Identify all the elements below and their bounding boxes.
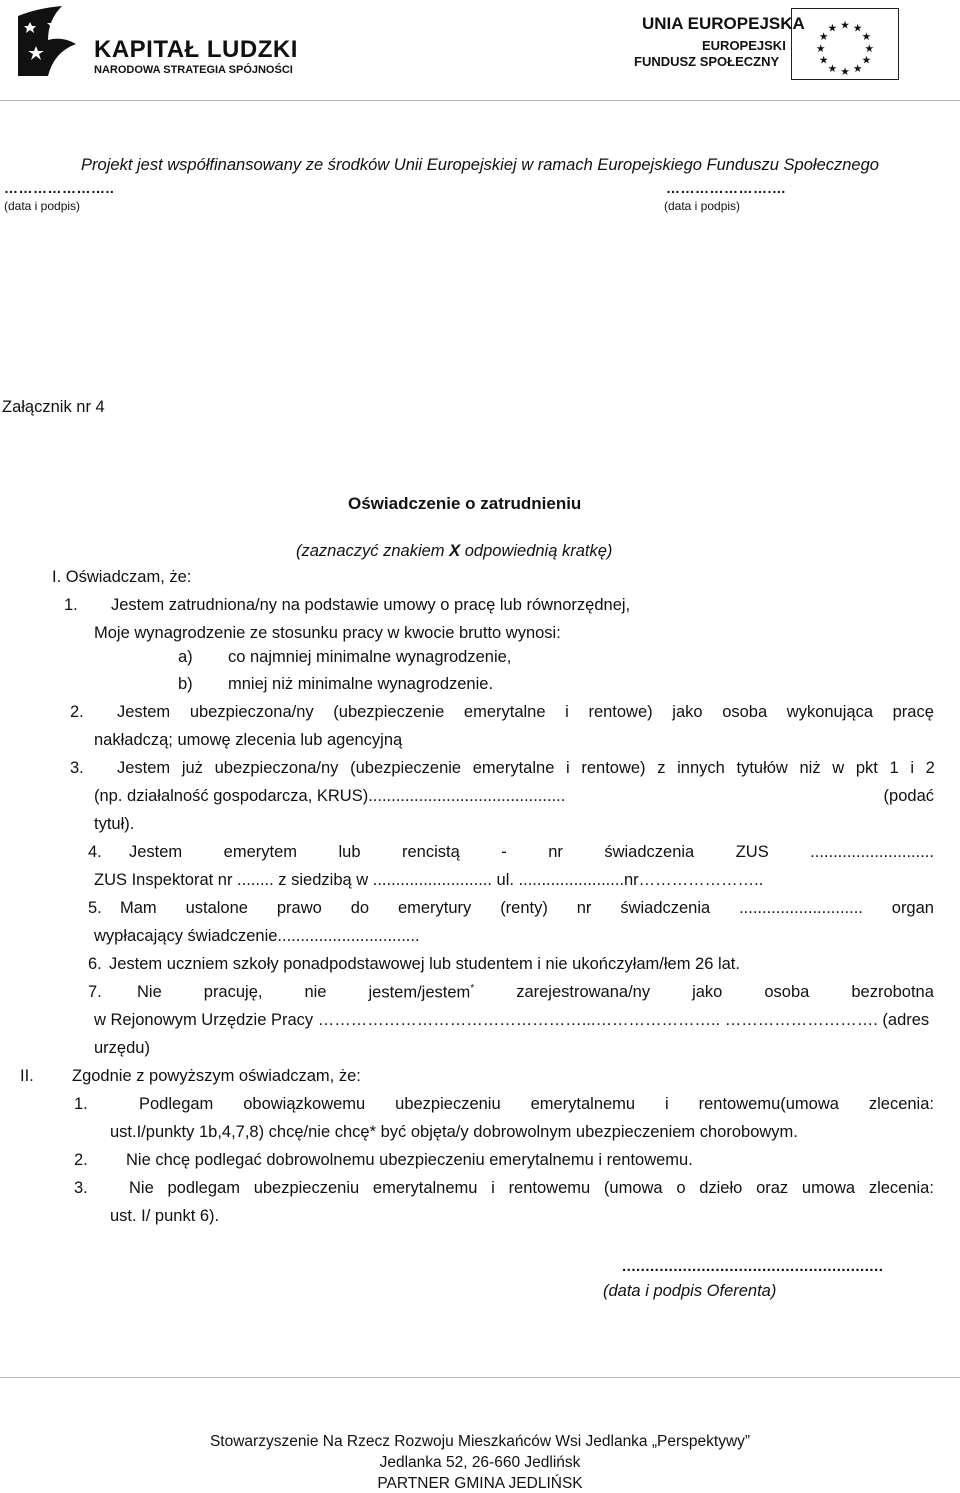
item-6-number: 6. — [88, 955, 102, 973]
item-2-word: (ubezpieczenie — [333, 703, 445, 721]
svg-text:★: ★ — [840, 65, 850, 79]
item-2-word: Jestem — [117, 703, 171, 721]
s2-item-3-word: i — [491, 1179, 495, 1197]
kapital-ludzki-subtitle: NARODOWA STRATEGIA SPÓJNOŚCI — [94, 64, 293, 76]
s2-item-1-line2: ust.I/punkty 1b,4,7,8) chcę/nie chcę* być objęta/y dobrowolnym ubezpieczeniem chorobowym. — [110, 1123, 798, 1141]
kapital-ludzki-name: KAPITAŁ LUDZKI — [94, 36, 298, 63]
item-2-word: wykonująca — [786, 703, 873, 721]
item-7-word: osoba — [764, 983, 810, 1001]
item-7-word: Nie — [137, 983, 162, 1001]
s2-item-1-word: Podlegam — [139, 1095, 214, 1113]
item-5-word: ........................... — [739, 899, 863, 917]
item-1-line2: Moje wynagrodzenie ze stosunku pracy w kwocie brutto wynosi: — [94, 624, 561, 642]
footer-organization: Stowarzyszenie Na Rzecz Rozwoju Mieszkańców Wsi Jedlanka „Perspektywy” — [209, 1433, 751, 1450]
svg-text:★: ★ — [861, 30, 872, 44]
footer-divider — [0, 1377, 960, 1378]
section-2-number: II. — [20, 1067, 34, 1085]
item-3-word: ubezpieczona/ny — [214, 759, 339, 777]
item-1-a-label: a) — [178, 648, 193, 666]
section-1-heading: I. Oświadczam, że: — [52, 568, 192, 586]
annex-number: Załącznik nr 4 — [2, 398, 105, 416]
s2-item-3-word: umowa — [801, 1179, 856, 1197]
item-3-line2-word: (np. działalność gospodarcza, KRUS)........................................... — [94, 787, 566, 805]
item-2-word: osoba — [722, 703, 768, 721]
item-3-line1 — [117, 759, 935, 778]
item-5-word: świadczenia — [620, 899, 711, 917]
item-1-b-text: mniej niż minimalne wynagrodzenie. — [228, 675, 494, 693]
footnote-asterisk: * — [470, 983, 475, 994]
svg-text:★: ★ — [818, 53, 829, 67]
svg-text:★: ★ — [827, 62, 838, 76]
item-5-number: 5. — [88, 899, 102, 917]
item-3-word: tytułów — [736, 759, 788, 777]
item-3-word: 1 — [889, 759, 899, 777]
item-4-word: emerytem — [223, 843, 298, 861]
item-5-word: Mam — [120, 899, 157, 917]
item-3-word: emerytalne — [472, 759, 555, 777]
item-3-word: i — [910, 759, 915, 777]
eu-logo-line2: EUROPEJSKI — [702, 38, 786, 53]
signature-oferent-label: (data i podpis Oferenta) — [603, 1282, 777, 1300]
item-2-word: rentowe) — [588, 703, 653, 721]
s2-item-3-word: (umowa — [603, 1179, 663, 1197]
s2-item-2-number: 2. — [74, 1151, 88, 1169]
kapital-ludzki-emblem-icon — [18, 6, 84, 78]
svg-text:★: ★ — [840, 18, 850, 32]
signature-right-dots: ………………….… — [666, 180, 787, 196]
item-4-word: lub — [338, 843, 361, 861]
item-6-line1: Jestem uczniem szkoły ponadpodstawowej lub studentem i nie ukończyłam/łem 26 lat. — [109, 955, 740, 973]
item-3-word: już — [181, 759, 203, 777]
eu-logo-line1: UNIA EUROPEJSKA — [642, 14, 805, 33]
item-3-line2-word: (podać — [883, 787, 934, 805]
footer-partner: PARTNER GMINA JEDLIŃSK — [377, 1475, 583, 1492]
item-3-line3: tytuł). — [94, 815, 135, 833]
s2-item-3-word: o — [676, 1179, 686, 1197]
svg-text:★: ★ — [852, 21, 863, 35]
item-5-line1 — [120, 899, 934, 918]
item-3-word: w — [832, 759, 845, 777]
item-3-word: innych — [677, 759, 725, 777]
s2-item-3-number: 3. — [74, 1179, 88, 1197]
s2-item-3-word: ubezpieczeniu — [253, 1179, 360, 1197]
item-3-word: i — [566, 759, 570, 777]
header-divider — [0, 100, 960, 101]
item-7-line2: w Rejonowym Urzędzie Pracy …………………………………………...………………….. ………………………. (adres — [94, 1011, 930, 1029]
s2-item-3-word: podlegam — [167, 1179, 240, 1197]
s2-item-1-word: obowiązkowemu — [243, 1095, 366, 1113]
svg-text:★: ★ — [827, 21, 838, 35]
svg-text:★: ★ — [861, 53, 872, 67]
item-2-word: pracę — [892, 703, 934, 721]
item-4-word: ........................... — [810, 843, 934, 861]
s2-item-1-word: i — [665, 1095, 669, 1113]
item-3-line2 — [94, 787, 934, 806]
s2-item-1-line1 — [139, 1095, 934, 1114]
item-4-word: ZUS — [735, 843, 769, 861]
item-2-word: ubezpieczona/ny — [189, 703, 314, 721]
eu-esf-logo — [628, 8, 908, 82]
s2-item-3-word: zlecenia: — [868, 1179, 934, 1197]
item-5-word: organ — [891, 899, 934, 917]
s2-item-1-number: 1. — [74, 1095, 88, 1113]
s2-item-1-word: emerytalnemu — [530, 1095, 636, 1113]
item-4-line1 — [129, 843, 934, 862]
item-7-line3: urzędu) — [94, 1039, 150, 1057]
svg-text:★: ★ — [818, 30, 829, 44]
item-7-word: pracuję, — [203, 983, 263, 1001]
item-3-word: rentowe) — [581, 759, 646, 777]
item-5-word: nr — [576, 899, 592, 917]
svg-text:★: ★ — [864, 41, 875, 55]
item-2-line1 — [117, 703, 934, 722]
item-4-word: nr — [548, 843, 563, 861]
signature-left-label: (data i podpis) — [4, 199, 81, 213]
instruction — [296, 542, 612, 561]
instruction-text: (zaznaczyć znakiem — [296, 542, 450, 560]
instruction-mark: X — [449, 542, 461, 560]
item-5-word: emerytury — [397, 899, 472, 917]
s2-item-3-line1 — [129, 1179, 934, 1198]
item-7-word: jako — [692, 983, 723, 1001]
signature-right-label: (data i podpis) — [664, 199, 741, 213]
kapital-ludzki-logo — [18, 6, 298, 88]
item-1-a-text: co najmniej minimalne wynagrodzenie, — [228, 648, 512, 666]
item-3-word: (ubezpieczenie — [350, 759, 462, 777]
item-3-word: 2 — [925, 759, 935, 777]
s2-item-3-word: Nie — [129, 1179, 154, 1197]
instruction-text-end: odpowiednią kratkę) — [460, 542, 613, 560]
item-4-word: Jestem — [129, 843, 183, 861]
cofinancing-statement: Projekt jest współfinansowany ze środków Unii Europejskiej w ramach Europejskiego Funduszu Społecznego — [81, 156, 879, 174]
item-1-line1: Jestem zatrudniona/ny na podstawie umowy o pracę lub równorzędnej, — [111, 596, 631, 614]
item-4-line2: ZUS Inspektorat nr ........ z siedzibą w .......................... ul. .......................nr………………….. — [94, 871, 764, 889]
eu-stars-flag-icon — [791, 8, 899, 80]
item-4-word: - — [501, 843, 507, 861]
item-5-word: prawo — [276, 899, 322, 917]
item-2-line2: nakładczą; umowę zlecenia lub agencyjną — [94, 731, 403, 749]
s2-item-1-word: ubezpieczeniu — [395, 1095, 501, 1113]
item-2-word: i — [565, 703, 569, 721]
item-3-number: 3. — [70, 759, 84, 777]
s2-item-3-word: emerytalnemu — [372, 1179, 478, 1197]
svg-text:★: ★ — [815, 41, 826, 55]
item-5-line2: wypłacający świadczenie............................... — [94, 927, 420, 945]
footer-address: Jedlanka 52, 26-660 Jedlińsk — [379, 1454, 581, 1471]
s2-item-3-word: rentowemu — [508, 1179, 591, 1197]
s2-item-1-word: zlecenia: — [868, 1095, 934, 1113]
item-7-word: jestem/jestem* — [368, 983, 475, 1002]
item-7-word: zarejestrowana/ny — [516, 983, 651, 1001]
signature-left-dots: ………………….. — [4, 180, 115, 196]
item-7-number: 7. — [88, 983, 102, 1001]
item-5-word: do — [350, 899, 370, 917]
item-3-word: z — [657, 759, 666, 777]
item-3-word: pkt — [855, 759, 878, 777]
s2-item-2-line1: Nie chcę podlegać dobrowolnemu ubezpieczeniu emerytalnemu i rentowemu. — [126, 1151, 693, 1169]
item-5-word: ustalone — [185, 899, 248, 917]
item-7-word: nie — [304, 983, 327, 1001]
s2-item-3-word: dzieło — [699, 1179, 743, 1197]
s2-item-3-word: oraz — [756, 1179, 789, 1197]
item-4-word: świadczenia — [604, 843, 695, 861]
item-1-number: 1. — [64, 596, 78, 614]
s2-item-1-word: rentowemu(umowa — [698, 1095, 839, 1113]
item-3-word: Jestem — [117, 759, 171, 777]
item-4-number: 4. — [88, 843, 102, 861]
eu-logo-line3: FUNDUSZ SPOŁECZNY — [634, 54, 780, 69]
item-2-word: jako — [672, 703, 703, 721]
item-1-b-label: b) — [178, 675, 193, 693]
item-7-line1 — [137, 983, 934, 1003]
section-2-heading: Zgodnie z powyższym oświadczam, że: — [72, 1067, 361, 1085]
document-title: Oświadczenie o zatrudnieniu — [348, 494, 582, 513]
svg-text:★: ★ — [852, 62, 863, 76]
item-4-word: rencistą — [401, 843, 460, 861]
item-3-word: niż — [799, 759, 821, 777]
item-2-word: emerytalne — [463, 703, 546, 721]
item-2-number: 2. — [70, 703, 84, 721]
item-7-word: bezrobotna — [851, 983, 934, 1001]
s2-item-3-line2: ust. I/ punkt 6). — [110, 1207, 220, 1225]
signature-oferent-dots: ........................................................ — [622, 1258, 884, 1275]
item-5-word: (renty) — [500, 899, 548, 917]
